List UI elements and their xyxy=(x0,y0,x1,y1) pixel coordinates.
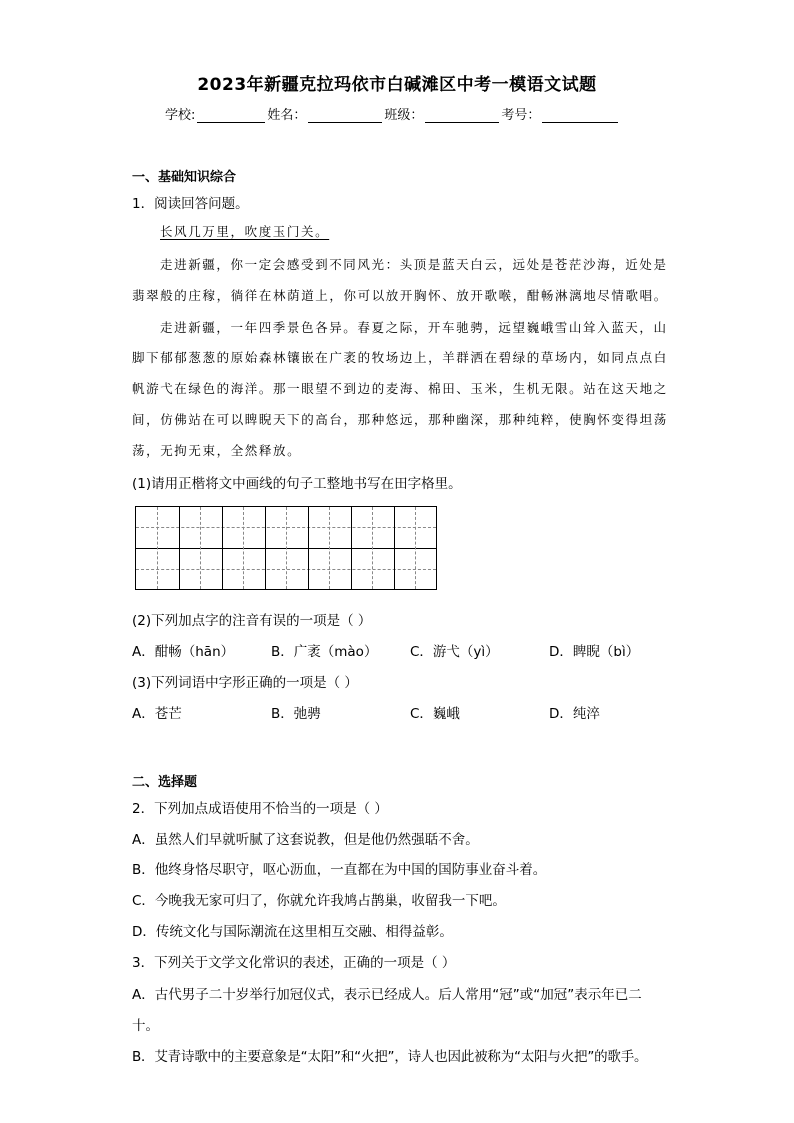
exam-no-blank[interactable] xyxy=(542,108,618,123)
exam-no-label: 考号： xyxy=(501,108,541,123)
section-heading-1: 一、基础知识综合 xyxy=(132,170,237,185)
sub-question-2: (2)下列加点字的注音有误的一项是（ ） xyxy=(132,613,372,629)
passage-line: 间，仿佛站在可以睥睨天下的高台，那种悠远，那种幽深，那种纯粹，使胸怀变得坦荡 xyxy=(132,412,668,427)
name-blank[interactable] xyxy=(308,108,382,123)
option-c[interactable]: C．巍峨 xyxy=(410,706,460,722)
option-a[interactable]: A．酣畅（hān） xyxy=(132,644,235,660)
option-b[interactable]: B．艾青诗歌中的主要意象是“太阳”和“火把”，诗人也因此被称为“太阳与火把”的歌手。 xyxy=(132,1049,648,1065)
poem-line: 长风几万里，吹度玉门关。 xyxy=(160,224,330,239)
tianzige-grid[interactable] xyxy=(135,506,437,590)
option-a[interactable]: A．虽然人们早就听腻了这套说教，但是他仍然强聒不舍。 xyxy=(132,832,479,848)
question-1: 1．阅读回答问题。 xyxy=(132,196,249,212)
passage-line: 翡翠般的庄稼，徜徉在林荫道上，你可以放开胸怀、放开歌喉，酣畅淋漓地尽情歌唱。 xyxy=(132,288,668,303)
class-label: 班级： xyxy=(384,108,424,123)
name-label: 姓名： xyxy=(267,108,307,123)
option-a[interactable]: A．古代男子二十岁举行加冠仪式，表示已经成人。后人常用“冠”或“加冠”表示年已二 xyxy=(132,987,642,1003)
option-d[interactable]: D．睥睨（bì） xyxy=(549,644,640,660)
option-d[interactable]: D．纯淬 xyxy=(549,706,600,722)
passage-line: 走进新疆，一年四季景色各异。春夏之际，开车驰骋，远望巍峨雪山耸入蓝天，山 xyxy=(160,320,668,335)
passage-line: 脚下郁郁葱葱的原始森林镶嵌在广袤的牧场边上，羊群洒在碧绿的草场内，如同点点白 xyxy=(132,350,668,365)
option-a[interactable]: A．苍芒 xyxy=(132,706,182,722)
option-d[interactable]: D．传统文化与国际潮流在这里相互交融、相得益彰。 xyxy=(132,924,453,940)
option-a-continued: 十。 xyxy=(132,1018,159,1034)
option-c[interactable]: C．游弋（yì） xyxy=(410,644,499,660)
passage-line: 走进新疆，你一定会感受到不同风光：头顶是蓝天白云，远处是苍茫沙海，近处是 xyxy=(160,257,668,272)
question-2: 2．下列加点成语使用不恰当的一项是（ ） xyxy=(132,801,388,817)
section-heading-2: 二、选择题 xyxy=(132,775,198,790)
school-blank[interactable] xyxy=(197,108,265,123)
option-b[interactable]: B．广袤（mào） xyxy=(271,644,378,660)
option-b[interactable]: B．他终身恪尽职守，呕心沥血，一直都在为中国的国防事业奋斗着。 xyxy=(132,862,547,878)
school-label: 学校: xyxy=(165,108,196,123)
student-info-line xyxy=(165,104,620,123)
option-c[interactable]: C．今晚我无家可归了，你就允许我鸠占鹊巢，收留我一下吧。 xyxy=(132,893,506,909)
passage-line: 荡，无拘无束，全然释放。 xyxy=(132,443,302,458)
option-b[interactable]: B．弛骋 xyxy=(271,706,321,722)
question-3: 3．下列关于文学文化常识的表述，正确的一项是（ ） xyxy=(132,955,456,971)
sub-question-3: (3)下列词语中字形正确的一项是（ ） xyxy=(132,675,358,691)
passage-line: 帆游弋在绿色的海洋。那一眼望不到边的麦海、棉田、玉米，生机无限。站在这天地之 xyxy=(132,381,668,396)
page-title: 2023年新疆克拉玛依市白碱滩区中考一模语文试题 xyxy=(197,75,597,95)
class-blank[interactable] xyxy=(425,108,499,123)
sub-question-1: (1)请用正楷将文中画线的句子工整地书写在田字格里。 xyxy=(132,476,462,492)
underlined-poem xyxy=(160,222,329,240)
